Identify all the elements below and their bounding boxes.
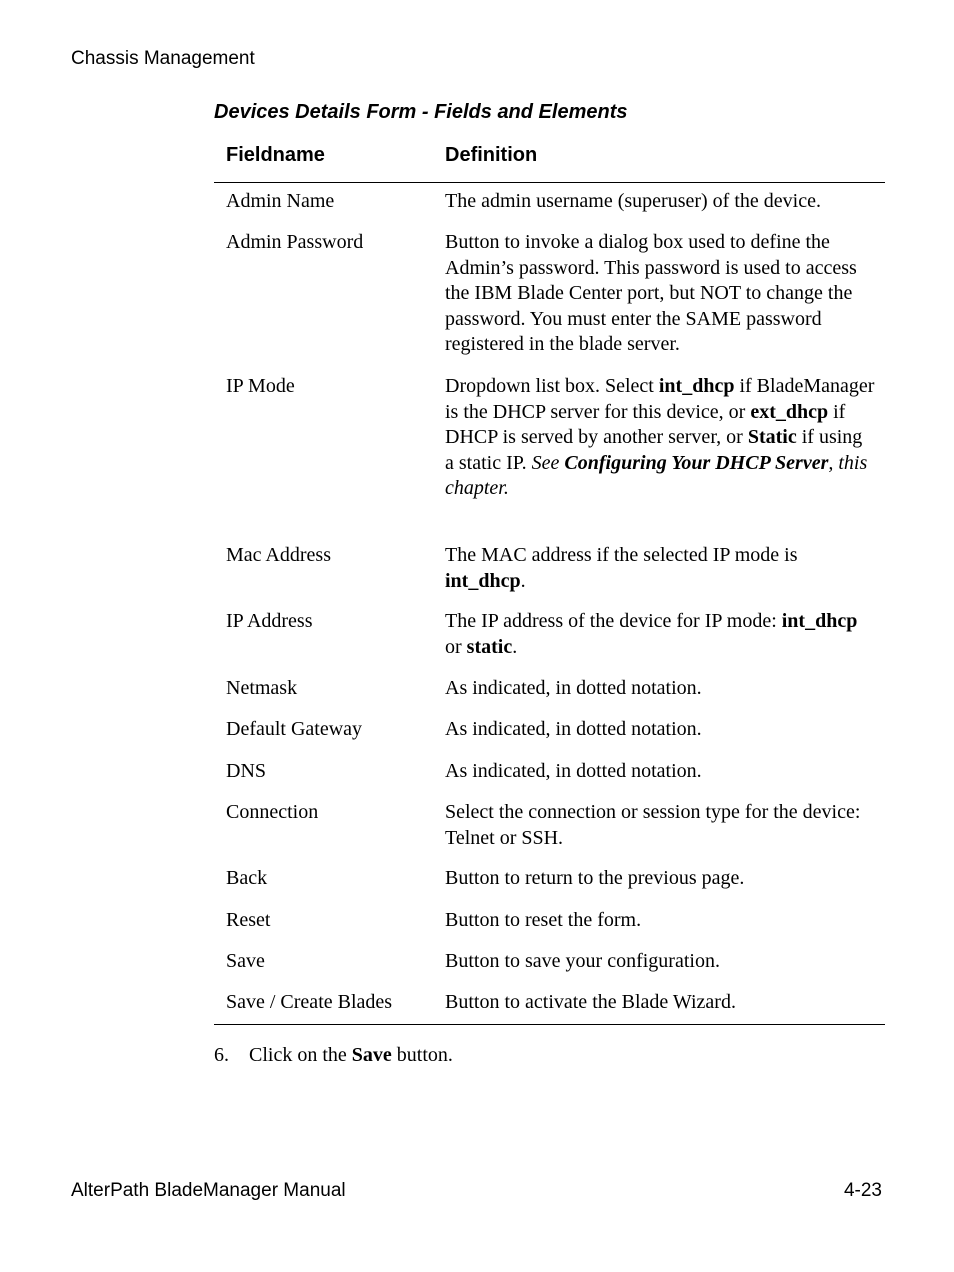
field-name: Reset xyxy=(226,909,271,931)
definition-segment: Button to return to the previous page. xyxy=(445,867,745,889)
definition-segment: if using a static IP. xyxy=(445,426,863,474)
definition-segment: The MAC address if the selected IP mode is xyxy=(445,544,798,566)
field-definition xyxy=(445,609,875,660)
field-name: IP Address xyxy=(226,610,313,632)
definition-segment: As indicated, in dotted notation. xyxy=(445,677,702,699)
definition-segment: or xyxy=(445,635,467,658)
field-definition xyxy=(445,908,875,934)
step-text-bold: Save xyxy=(351,1044,392,1066)
definition-segment: if DHCP is served by another server, or xyxy=(445,400,846,449)
footer-manual-title: AlterPath BladeManager Manual xyxy=(71,1180,346,1201)
definition-segment: The IP address of the device for IP mode: xyxy=(445,610,782,632)
field-definition xyxy=(445,676,875,702)
definition-segment: Button to activate the Blade Wizard. xyxy=(445,991,736,1013)
step-text-after: button. xyxy=(391,1044,453,1066)
field-definition xyxy=(445,800,875,851)
field-name: Connection xyxy=(226,801,319,823)
table-bottom-rule xyxy=(214,1024,885,1025)
field-name: IP Mode xyxy=(226,375,295,397)
definition-segment: The admin username (superuser) of the device. xyxy=(445,190,821,212)
field-definition xyxy=(445,759,875,785)
definition-segment: Dropdown list box. Select xyxy=(445,375,659,397)
field-name: Admin Password xyxy=(226,231,364,253)
field-name: DNS xyxy=(226,760,267,782)
field-definition xyxy=(445,949,875,975)
definition-segment: Static xyxy=(747,426,797,449)
field-name: Back xyxy=(226,867,268,889)
field-definition xyxy=(445,374,875,502)
definition-segment: int_dhcp xyxy=(658,375,735,397)
definition-segment: Select the connection or session type for the device: Telnet or SSH. xyxy=(445,801,861,849)
field-name: Netmask xyxy=(226,677,298,699)
field-name: Mac Address xyxy=(226,544,331,566)
field-definition xyxy=(445,717,875,743)
field-definition xyxy=(445,866,875,892)
field-name: Admin Name xyxy=(226,190,335,212)
definition-segment: static xyxy=(466,635,513,658)
field-definition xyxy=(445,230,875,358)
field-definition xyxy=(445,189,875,215)
definition-segment: if BladeManager is the DHCP server for this device, or xyxy=(445,375,875,423)
definition-segment: As indicated, in dotted notation. xyxy=(445,760,702,782)
definition-segment: As indicated, in dotted notation. xyxy=(445,718,702,740)
definition-segment: int_dhcp xyxy=(781,610,858,632)
definition-segment: See xyxy=(531,451,565,474)
table-top-rule xyxy=(214,182,885,183)
definition-segment: Button to reset the form. xyxy=(445,909,642,931)
field-name: Save / Create Blades xyxy=(226,991,393,1013)
definition-segment: . xyxy=(512,635,518,658)
definition-segment: Button to save your configuration. xyxy=(445,950,720,972)
field-definition xyxy=(445,543,875,594)
definition-segment: , this chapter. xyxy=(445,451,868,500)
step-number: 6. xyxy=(214,1044,229,1066)
field-definition xyxy=(445,990,875,1016)
running-header: Chassis Management xyxy=(71,48,255,69)
definition-segment: Configuring Your DHCP Server xyxy=(564,451,829,474)
column-header-definition: Definition xyxy=(445,144,538,166)
definition-segment: Button to invoke a dialog box used to define the Admin’s password. This password is used to access the IBM Blade Center port, but NOT to change the password. You must enter the SAME password registered in the blade server. xyxy=(445,231,857,356)
definition-segment: ext_dhcp xyxy=(750,400,829,423)
field-name: Save xyxy=(226,950,265,972)
footer-page-number: 4-23 xyxy=(843,1180,882,1201)
definition-segment: int_dhcp xyxy=(445,569,521,592)
table-caption: Devices Details Form - Fields and Elements xyxy=(214,101,628,123)
step-text-before: Click on the xyxy=(249,1044,352,1066)
field-name: Default Gateway xyxy=(226,718,363,740)
definition-segment: . xyxy=(520,569,526,592)
column-header-fieldname: Fieldname xyxy=(226,144,325,166)
step-instruction xyxy=(214,1043,453,1069)
